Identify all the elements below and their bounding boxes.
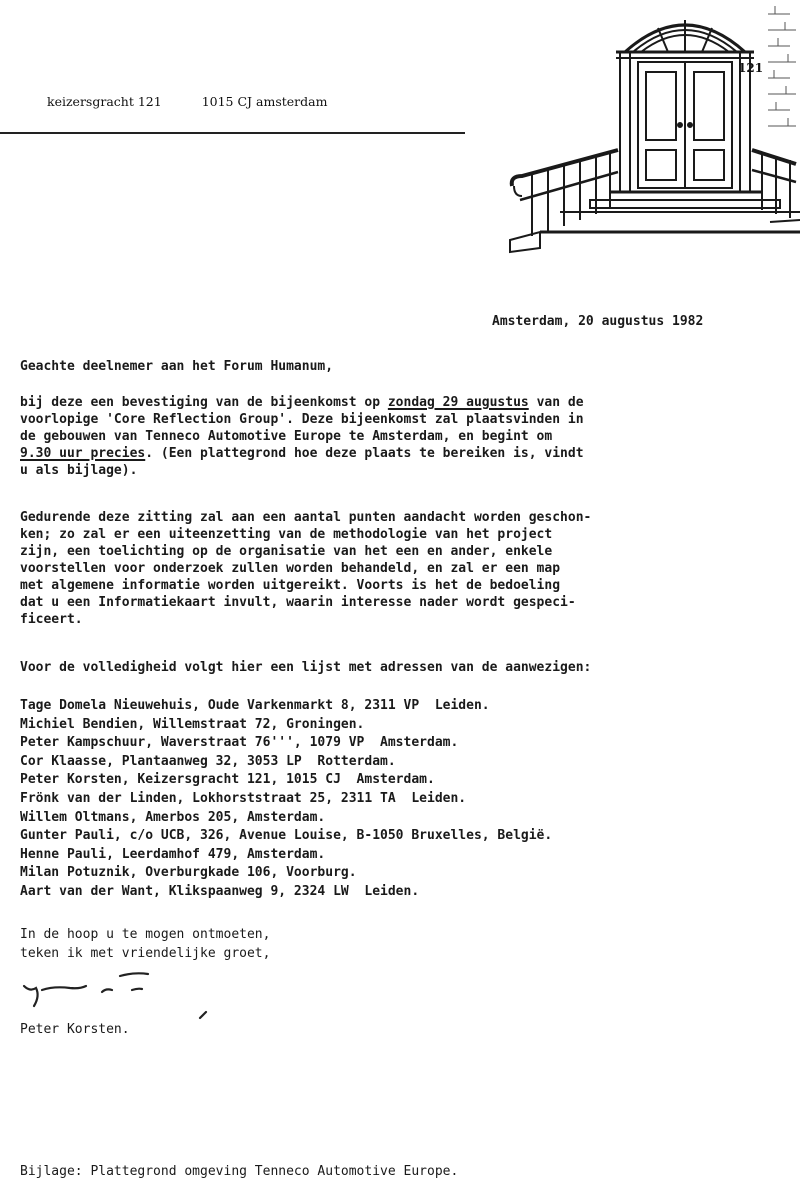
letterhead-address: [47, 94, 447, 109]
letterhead-house-number: 121: [738, 61, 764, 75]
address-item: Henne Pauli, Leerdamhof 479, Amsterdam.: [20, 846, 326, 862]
p2-line: zijn, een toelichting op de organisatie van het een en ander, enkele: [20, 544, 553, 559]
paragraph-agenda: [20, 509, 591, 628]
paragraph-list-intro: Voor de volledigheid volgt hier een lijst met adressen van de aanwezigen:: [20, 660, 592, 675]
closing-line: In de hoop u te mogen ontmoeten,: [20, 927, 271, 942]
p2-line: Gedurende deze zitting zal aan een aantal punten aandacht worden geschon-: [20, 510, 592, 525]
address-item: Gunter Pauli, c/o UCB, 326, Avenue Louise, B-1050 Bruxelles, België.: [20, 828, 553, 844]
p2-line: voorstellen voor onderzoek zullen worden behandeld, en zal er een map: [20, 561, 561, 576]
letterhead-street: keizersgracht 121: [47, 94, 162, 109]
closing-line: teken ik met vriendelijke groet,: [20, 946, 271, 961]
p1-line2: voorlopige 'Core Reflection Group'. Deze bijeenkomst zal plaatsvinden in: [20, 412, 584, 427]
address-item: Milan Potuznik, Overburgkade 106, Voorburg.: [20, 865, 357, 881]
p1-line3: de gebouwen van Tenneco Automotive Europe te Amsterdam, en begint om: [20, 429, 553, 444]
p2-line: ficeert.: [20, 612, 83, 627]
p1-line1-b: van de: [528, 395, 584, 410]
p2-line: ken; zo zal er een uiteenzetting van de methodologie van het project: [20, 527, 553, 542]
signer-name: Peter Korsten.: [20, 1022, 130, 1037]
enclosure-note: Bijlage: Plattegrond omgeving Tenneco Automotive Europe.: [20, 1164, 459, 1179]
address-item: Michiel Bendien, Willemstraat 72, Groningen.: [20, 716, 365, 732]
paragraph-confirmation: [20, 394, 584, 479]
address-item: Tage Domela Nieuwehuis, Oude Varkenmarkt 8, 2311 VP Leiden.: [20, 698, 490, 713]
address-item: Frönk van der Linden, Lokhorststraat 25, 2311 TA Leiden.: [20, 790, 467, 806]
address-item: Peter Korsten, Keizersgracht 121, 1015 CJ Amsterdam.: [20, 772, 435, 788]
salutation: Geachte deelnemer aan het Forum Humanum,: [20, 359, 334, 374]
handwritten-signature-icon: [20, 968, 320, 1028]
p1-line1-a: bij deze een bevestiging van de bijeenkomst op: [20, 395, 388, 410]
p2-line: dat u een Informatiekaart invult, waarin interesse nader wordt gespeci-: [20, 595, 576, 610]
closing: [20, 925, 270, 963]
address-item: Peter Kampschuur, Waverstraat 76''', 1079 VP Amsterdam.: [20, 735, 459, 751]
p1-line5: u als bijlage).: [20, 463, 138, 478]
address-item: Aart van der Want, Klikspaanweg 9, 2324 LW Leiden.: [20, 883, 420, 899]
address-item: Willem Oltmans, Amerbos 205, Amsterdam.: [20, 809, 326, 825]
address-item: Cor Klaasse, Plantaanweg 32, 3053 LP Rotterdam.: [20, 753, 396, 769]
meeting-date: zondag 29 augustus: [387, 395, 529, 410]
letterhead-zip-city: 1015 CJ amsterdam: [201, 94, 328, 109]
letterhead-rule: [0, 132, 465, 134]
p2-line: met algemene informatie worden uitgereikt. Voorts is het de bedoeling: [20, 578, 561, 593]
house-entrance-drawing-icon: [500, 0, 800, 262]
address-list: [20, 697, 552, 902]
p1-line4-b: . (Een plattegrond hoe deze plaats te bereiken is, vindt: [145, 446, 584, 461]
meeting-time: 9.30 uur precies: [20, 446, 146, 461]
letter-date: Amsterdam, 20 augustus 1982: [492, 314, 704, 329]
